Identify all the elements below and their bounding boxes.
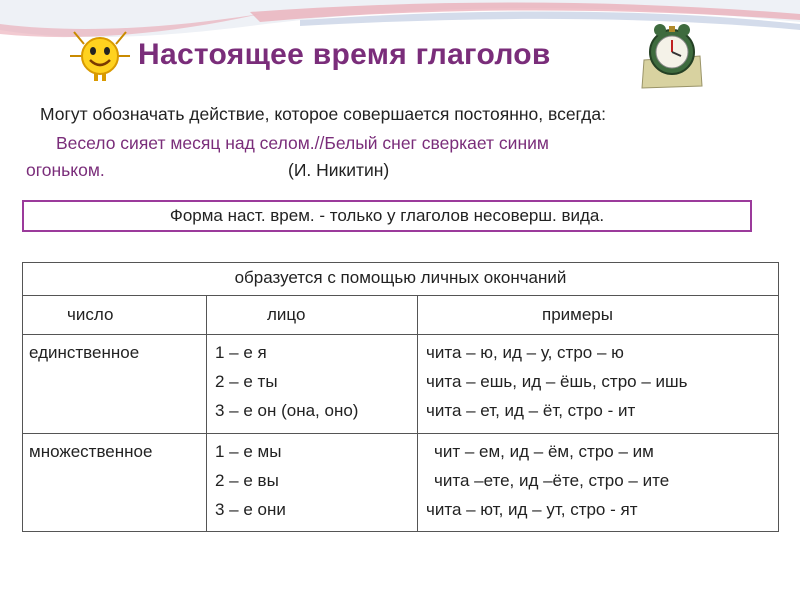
endings-table	[22, 262, 779, 532]
example-line: чита – ет, ид – ёт, стро - ит	[426, 401, 636, 420]
quote-line-2: огоньком.	[26, 160, 105, 180]
example-line: чита – ют, ид – ут, стро - ят	[426, 499, 638, 519]
intro-text: Могут обозначать действие, которое совершается постоянно, всегда:	[40, 104, 606, 124]
person-line: 2 – е вы	[215, 470, 279, 490]
example-line: чита – ю, ид – у, стро – ю	[426, 343, 624, 362]
person-line: 1 – е я	[215, 343, 267, 362]
quote-author: (И. Никитин)	[288, 160, 390, 180]
examples-cell	[418, 335, 779, 434]
person-line: 3 – е он (она, оно)	[215, 401, 359, 420]
smiley-sun-icon	[68, 26, 132, 82]
person-cell	[207, 335, 418, 434]
number-cell: единственное	[23, 335, 207, 434]
table-row-plural	[23, 433, 779, 532]
number-cell: множественное	[23, 433, 207, 532]
column-header-examples: примеры	[418, 296, 779, 335]
person-line: 3 – е они	[215, 499, 286, 519]
column-header-number: число	[23, 296, 207, 335]
example-line: чита – ешь, ид – ёшь, стро – ишь	[426, 372, 688, 391]
table-row-singular	[23, 335, 779, 434]
alarm-clock-icon	[640, 20, 704, 90]
person-cell	[207, 433, 418, 532]
person-line: 1 – е мы	[215, 441, 282, 461]
table-header: образуется с помощью личных окончаний	[23, 263, 779, 296]
example-line: чит – ем, ид – ём, стро – им	[434, 441, 654, 461]
column-header-person: лицо	[207, 296, 418, 335]
example-line: чита –ете, ид –ёте, стро – ите	[434, 470, 670, 490]
person-line: 2 – е ты	[215, 372, 278, 391]
examples-cell	[418, 433, 779, 532]
quote-line-1: Весело сияет месяц над селом.//Белый снег сверкает синим	[56, 133, 549, 153]
rule-box: Форма наст. врем. - только у глаголов несоверш. вида.	[22, 200, 752, 232]
page-title: Настоящее время глаголов	[138, 38, 551, 71]
literary-quote	[26, 130, 746, 184]
